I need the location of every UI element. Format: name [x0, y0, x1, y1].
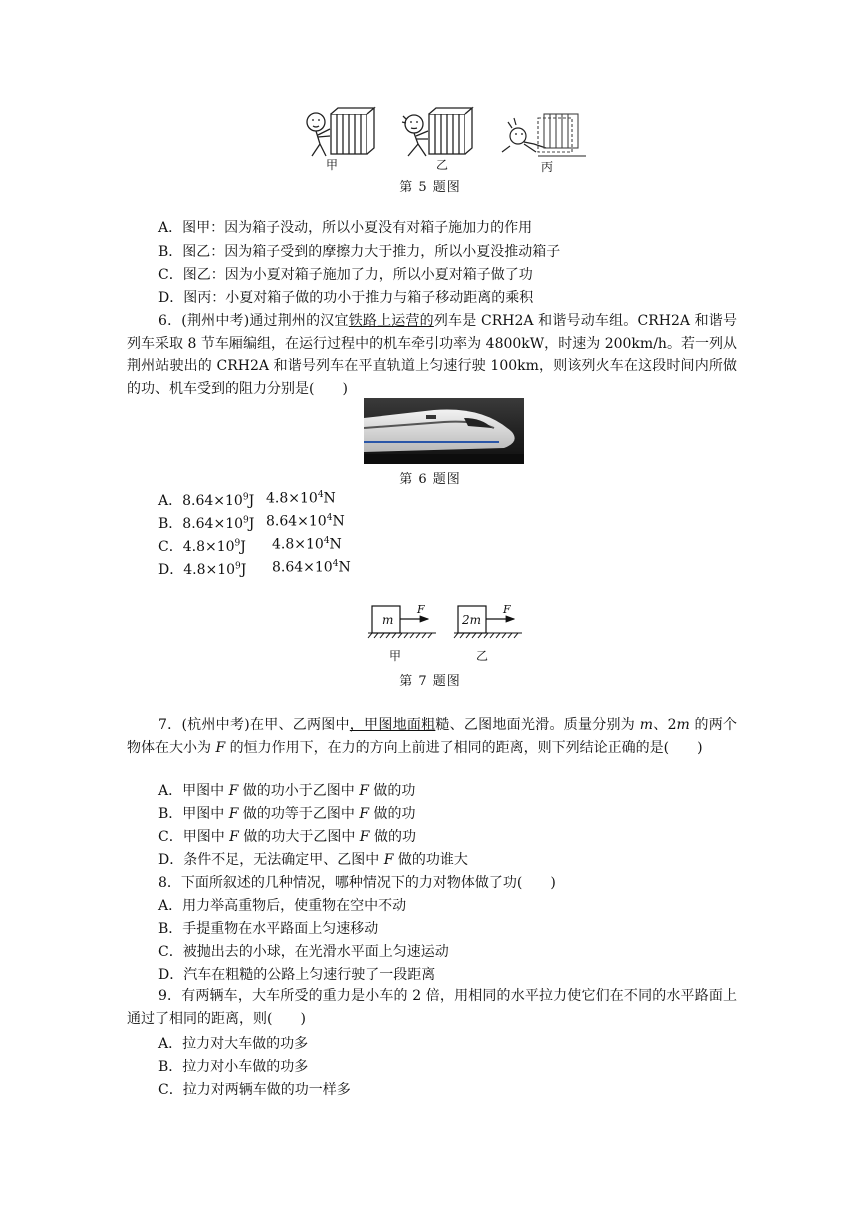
q7-underlined: ，甲图地面粗 [349, 717, 436, 733]
child-sliding-icon [502, 118, 546, 152]
fig7-force-label-2: F [503, 603, 511, 616]
q6-text-a: 通过荆州的汉宜 [249, 313, 349, 329]
q5-option-a: A．图甲：因为箱子没动，所以小夏没有对箱子施加力的作用 [158, 220, 533, 236]
fig6-caption: 第 6 题图 [399, 472, 461, 487]
q6-option-b: B．$8.64\times 10^9J$ $8.64\times 10^4N$ [158, 513, 345, 532]
q6-text-b: 列车是 CRH2A 和谐号动车组。CRH2A 和谐号列车采取 8 节车厢编组，在运行过程中的机车牵引功率为 4800kW，时速为 200km/h。若一列从荆州站驶出的 CRH2A 和谐号列车在平直轨道上匀速行驶 100km，则该列火车在这段时间内所做的功、机车受到的阻力分别是( ) [127, 313, 737, 397]
q5-option-c: C．图乙：因为小夏对箱子施加了力，所以小夏对箱子做了功 [158, 267, 533, 283]
child-pushing-icon [307, 113, 330, 156]
q6-option-d: D．$4.8\times 10^9J$ $8.64\times 10^4N$ [158, 559, 351, 578]
q8-option-a: A．用力举高重物后，使重物在空中不动 [158, 898, 407, 914]
moving-crate-icon [538, 114, 586, 156]
q9-option-b: B．拉力对小车做的功多 [158, 1059, 309, 1075]
q7-option-c: C．甲图中 F 做的功大于乙图中 F 做的功 [158, 829, 416, 845]
q7-option-d: D．条件不足，无法确定甲、乙图中 F 做的功谁大 [158, 852, 468, 868]
child-pushing-hard-icon [402, 115, 428, 156]
q6-stem [127, 310, 737, 400]
fig7-label-yi: 乙 [476, 649, 489, 663]
q6-source: (荆州中考) [181, 313, 250, 329]
q9-option-a: A．拉力对大车做的功多 [158, 1036, 309, 1052]
q7-option-b: B．甲图中 F 做的功等于乙图中 F 做的功 [158, 806, 416, 822]
q8-option-b: B．手提重物在水平路面上匀速移动 [158, 921, 379, 937]
crate-icon-2 [429, 108, 472, 154]
q9-stem: 9．有两辆车，大车所受的重力是小车的 2 倍，用相同的水平拉力使它们在不同的水平路面上通过了相同的距离，则( ) [127, 988, 737, 1027]
q8-option-d: D．汽车在粗糙的公路上匀速行驶了一段距离 [158, 967, 436, 983]
fig5-caption: 第 5 题图 [399, 180, 461, 195]
fig7-block-2m-label: 2m [462, 613, 482, 627]
q7-option-a: A．甲图中 F 做的功小于乙图中 F 做的功 [158, 783, 416, 799]
fig5-label-bing: 丙 [541, 160, 554, 174]
smooth-ground [454, 633, 522, 638]
q7-stem: 7．(杭州中考)在甲、乙两图中，甲图地面粗糙、乙图地面光滑。质量分别为 m、2m 的两个物体在大小为 F 的恒力作用下，在力的方向上前进了相同的距离，则下列结论正确的是( ) [127, 717, 738, 756]
q6-option-a: A．$8.64\times 10^9J$ $4.8\times 10^4N$ [158, 490, 336, 509]
q7-source: (杭州中考) [181, 717, 250, 733]
q5-option-d: D．图丙：小夏对箱子做的功小于推力与箱子移动距离的乘积 [158, 290, 534, 306]
q8-option-c: C．被抛出去的小球，在光滑水平面上匀速运动 [158, 944, 449, 960]
fig5-label-jia: 甲 [326, 158, 339, 172]
q6-number: 6． [158, 313, 182, 329]
high-speed-train-icon [364, 398, 524, 464]
fig7-force-label-1: F [417, 603, 425, 616]
fig7-caption: 第 7 题图 [399, 674, 461, 689]
fig5-label-yi: 乙 [436, 158, 449, 172]
q5-option-b: B．图乙：因为箱子受到的摩擦力大于推力，所以小夏没推动箱子 [158, 244, 561, 260]
q8-stem: 8．下面所叙述的几种情况，哪种情况下的力对物体做了功( ) [158, 875, 556, 891]
fig7-label-jia: 甲 [389, 649, 402, 663]
q6-option-c: C．$4.8\times 10^9J$ $4.8\times 10^4N$ [158, 536, 342, 555]
q9-option-c: C．拉力对两辆车做的功一样多 [158, 1082, 351, 1098]
q6-text-underlined: 铁路上运营的 [348, 313, 434, 329]
rough-ground [368, 633, 436, 638]
crate-icon [331, 108, 374, 154]
fig7-block-m-label: m [382, 613, 394, 627]
train-photo [364, 398, 524, 464]
